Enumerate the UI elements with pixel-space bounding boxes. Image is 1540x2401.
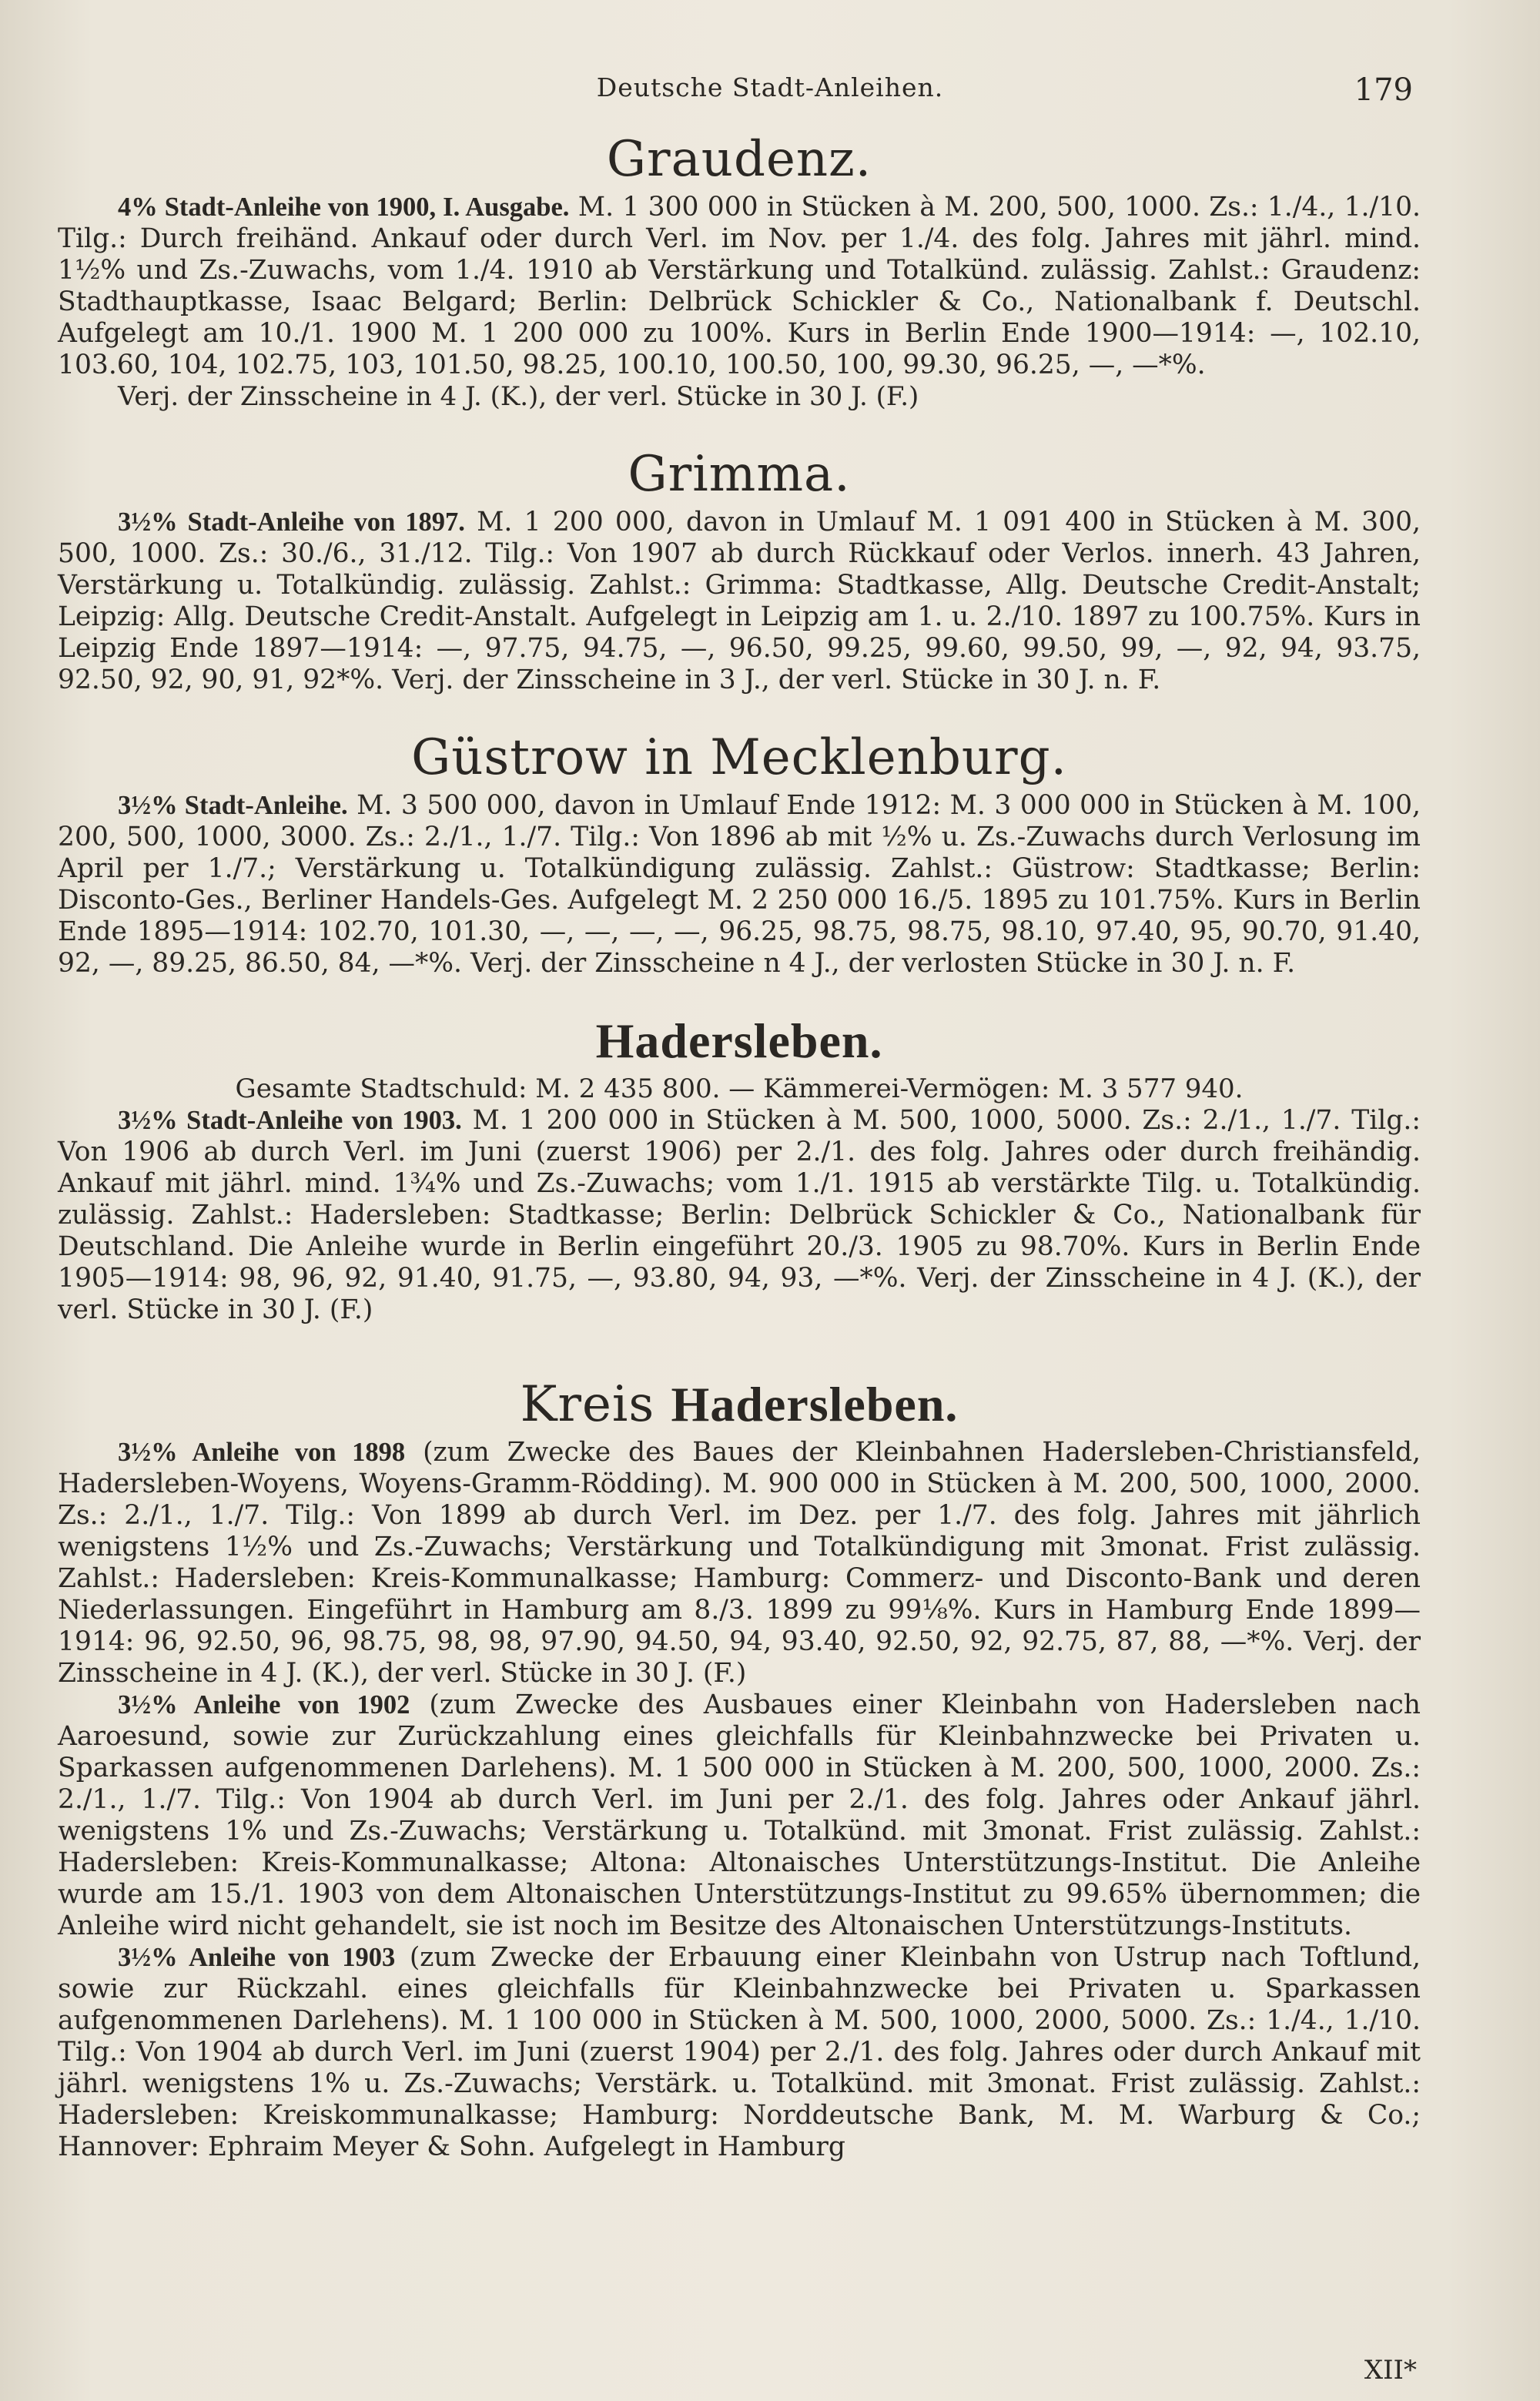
sheet-signature: XII*	[1364, 2355, 1417, 2386]
running-title: Deutsche Stadt-Anleihen.	[596, 72, 944, 102]
section-title: Graudenz.	[606, 131, 872, 188]
loan-lead: 3½% Stadt-Anleihe von 1903.	[118, 1106, 462, 1135]
loan-body: (zum Zwecke des Baues der Kleinbahnen Hadersleben-Christiansfeld, Hadersleben-Woyens, Woyens-Gramm-Rödding). M. 900 000 in Stücken à M. 200, 500, 1000, 2000. Zs.: 2./1., 1./7. Tilg.: Von 1899 ab durch Verl. im Dez. per 1./7. des folg. Jahres mit jährlich wenigstens 1½% und Zs.-Zuwachs; Verstärkung und Totalkündigung mit 3monat. Frist zulässig. Zahlst.: Hadersleben: Kreis-Kommunalkasse; Hamburg: Commerz- und Disconto-Bank und deren Niederlassungen. Eingeführt in Hamburg am 8./3. 1899 zu 99⅛%. Kurs in Hamburg Ende 1899—1914: 96, 92.50, 96, 98.75, 98, 98, 97.90, 94.50, 94, 93.40, 92.50, 92, 92.75, 87, 88, —*%. Verj. der Zinsscheine in 4 J. (K.), der verl. Stücke in 30 J. (F.)	[58, 1437, 1421, 1689]
section-title	[58, 1372, 1421, 1437]
section-subtitle: Gesamte Stadtschuld: M. 2 435 800. — Kämmerei-Vermögen: M. 3 577 940.	[235, 1073, 1244, 1104]
section-title: Grimma.	[628, 446, 851, 503]
section-title: Hadersleben.	[595, 1013, 883, 1068]
page-number: 179	[1354, 72, 1413, 108]
loan-entry	[58, 790, 1421, 979]
loan-body: (zum Zwecke des Ausbaues einer Kleinbahn von Hadersleben nach Aaroesund, sowie zur Zurückzahlung eines gleichfalls für Kleinbahnzwecke bei Privaten u. Sparkassen aufgenommenen Darlehens). M. 1 500 000 in Stücken à M. 200, 500, 1000, 2000. Zs.: 2./1., 1./7. Tilg.: Von 1904 ab durch Verl. im Juni per 2./1. des folg. Jahres oder Ankauf jährl. wenigstens 1% und Zs.-Zuwachs; Verstärkung u. Totalkünd. mit 3monat. Frist zulässig. Zahlst.: Hadersleben: Kreis-Kommunalkasse; Altona: Altonaisches Unterstützungs-Institut. Die Anleihe wurde am 15./1. 1903 von dem Altonaischen Unterstützungs-Institut zu 99.65% übernommen; die Anleihe wird nicht gehandelt, sie ist noch im Besitze des Altonaischen Unterstützungs-Instituts.	[58, 1689, 1421, 1941]
loan-entry	[58, 192, 1421, 381]
loan-body: (zum Zwecke der Erbauung einer Kleinbahn von Ustrup nach Toftlund, sowie zur Rückzahl. eines gleichfalls für Kleinbahnzwecke bei Privaten u. Sparkassen aufgenommenen Darlehens). M. 1 100 000 in Stücken à M. 500, 1000, 2000, 5000. Zs.: 1./4., 1./10. Tilg.: Von 1904 ab durch Verl. im Juni (zuerst 1904) per 2./1. des folg. Jahres oder durch Ankauf mit jährl. wenigstens 1% u. Zs.-Zuwachs; Verstärk. u. Totalkünd. mit 3monat. Frist zulässig. Zahlst.: Hadersleben: Kreiskommunalkasse; Hamburg: Norddeutsche Bank, M. M. Warburg & Co.; Hannover: Ephraim Meyer & Sohn. Aufgelegt in Hamburg	[58, 1942, 1421, 2162]
loan-lead: 3½% Anleihe von 1903	[118, 1943, 396, 1972]
section-kreis-hadersleben	[58, 1372, 1421, 2163]
loan-body: M. 1 300 000 in Stücken à M. 200, 500, 1000. Zs.: 1./4., 1./10. Tilg.: Durch freihänd. Ankauf oder durch Verl. im Nov. per 1./4. des folg. Jahres mit jährl. mind. 1½% und Zs.-Zuwachs, vom 1./4. 1910 ab Verstärkung und Totalkünd. zulässig. Zahlst.: Graudenz: Stadthauptkasse, Isaac Belgard; Berlin: Delbrück Schickler & Co., Nationalbank f. Deutschl. Aufgelegt am 10./1. 1900 M. 1 200 000 zu 100%. Kurs in Berlin Ende 1900—1914: —, 102.10, 103.60, 104, 102.75, 103, 101.50, 98.25, 100.10, 100.50, 100, 99.30, 96.25, —, —*%.	[58, 192, 1421, 380]
section-title: Güstrow in Mecklenburg.	[411, 729, 1067, 786]
loan-lead: 3½% Anleihe von 1902	[118, 1690, 410, 1720]
loan-body: M. 1 200 000, davon in Umlauf M. 1 091 400 in Stücken à M. 300, 500, 1000. Zs.: 30./6., 31./12. Tilg.: Von 1907 ab durch Rückkauf oder Verlos. innerh. 43 Jahren, Verstärkung u. Totalkündig. zulässig. Zahlst.: Grimma: Stadtkasse, Allg. Deutsche Credit-Anstalt; Leipzig: Allg. Deutsche Credit-Anstalt. Aufgelegt in Leipzig am 1. u. 2./10. 1897 zu 100.75%. Kurs in Leipzig Ende 1897—1914: —, 97.75, 94.75, —, 96.50, 99.25, 99.60, 99.50, 99, —, 92, 94, 93.75, 92.50, 92, 90, 91, 92*%. Verj. der Zinsscheine in 3 J., der verl. Stücke in 30 J. n. F.	[58, 507, 1421, 695]
loan-lead: 4% Stadt-Anleihe von 1900, I. Ausgabe.	[118, 193, 570, 222]
loan-body: M. 3 500 000, davon in Umlauf Ende 1912: M. 3 000 000 in Stücken à M. 100, 200, 500, 1000, 3000. Zs.: 2./1., 1./7. Tilg.: Von 1896 ab mit ½% u. Zs.-Zuwachs durch Verlosung im April per 1./7.; Verstärkung u. Totalkündigung zulässig. Zahlst.: Güstrow: Stadtkasse; Berlin: Disconto-Ges., Berliner Handels-Ges. Aufgelegt M. 2 250 000 16./5. 1895 zu 101.75%. Kurs in Berlin Ende 1895—1914: 102.70, 101.30, —, —, —, —, 96.25, 98.75, 98.75, 98.10, 97.40, 95, 90.70, 91.40, 92, —, 89.25, 86.50, 84, —*%. Verj. der Zinsscheine n 4 J., der verlosten Stücke in 30 J. n. F.	[58, 790, 1421, 979]
page-content	[58, 127, 1421, 2163]
loan-lead: 3½% Stadt-Anleihe.	[118, 791, 348, 820]
loan-lead: 3½% Anleihe von 1898	[118, 1438, 406, 1467]
section-grimma	[58, 442, 1421, 696]
loan-entry	[58, 1437, 1421, 1689]
loan-body: M. 1 200 000 in Stücken à M. 500, 1000, 5000. Zs.: 2./1., 1./7. Tilg.: Von 1906 ab durch Verl. im Juni (zuerst 1906) per 2./1. des folg. Jahres oder durch freihändig. Ankauf mit jährl. mind. 1¾% und Zs.-Zuwachs; vom 1./1. 1915 ab verstärkte Tilg. u. Totalkündig. zulässig. Zahlst.: Hadersleben: Stadtkasse; Berlin: Delbrück Schickler & Co., Nationalbank für Deutschland. Die Anleihe wurde in Berlin eingeführt 20./3. 1905 zu 98.70%. Kurs in Berlin Ende 1905—1914: 98, 96, 92, 91.40, 91.75, —, 93.80, 94, 93, —*%. Verj. der Zinsscheine in 4 J. (K.), der verl. Stücke in 30 J. (F.)	[58, 1105, 1421, 1325]
section-graudenz	[58, 127, 1421, 413]
loan-entry	[58, 1942, 1421, 2163]
loan-entry	[58, 507, 1421, 696]
section-title-prefix: Kreis	[520, 1376, 671, 1433]
running-header	[0, 68, 1540, 114]
loan-note: Verj. der Zinsscheine in 4 J. (K.), der verl. Stücke in 30 J. (F.)	[118, 381, 919, 412]
section-hadersleben	[58, 1009, 1421, 1326]
loan-lead: 3½% Stadt-Anleihe von 1897.	[118, 507, 465, 537]
loan-entry	[58, 1105, 1421, 1326]
loan-entry	[58, 1689, 1421, 1942]
section-guestrow	[58, 725, 1421, 979]
section-title-main: Hadersleben.	[671, 1377, 959, 1432]
